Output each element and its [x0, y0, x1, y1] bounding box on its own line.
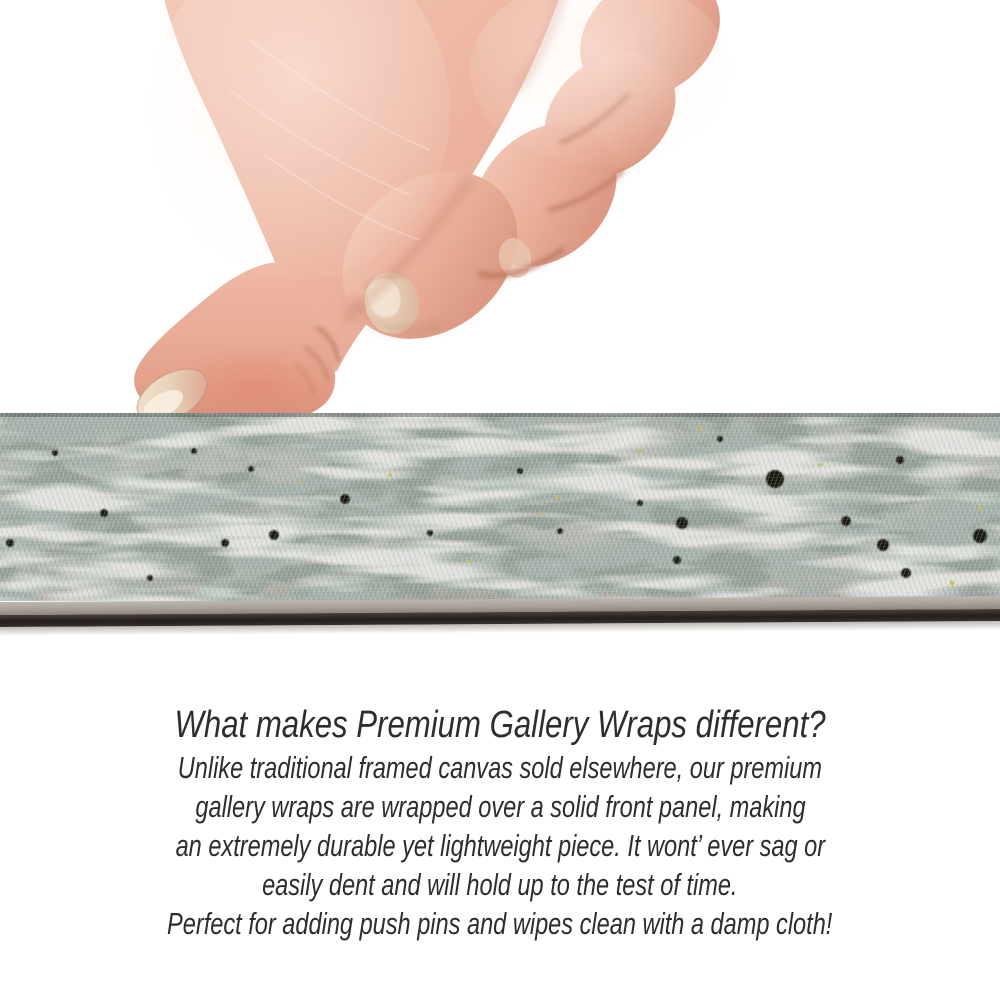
- body-line-2: gallery wraps are wrapped over a solid front panel, making: [194, 789, 806, 824]
- panel-edge: [0, 596, 1000, 636]
- knuckle-highlight: [470, 0, 730, 165]
- hand-pressing-canvas-photo: [0, 0, 1000, 460]
- canvas-texture: [0, 413, 1000, 601]
- body-line-3: an extremely durable yet lightweight piece. It wont’ ever sag or: [175, 828, 825, 863]
- marketing-copy: [0, 702, 1000, 943]
- body-line-5: Perfect for adding push pins and wipes clean with a damp cloth!: [167, 906, 833, 941]
- headline: What makes Premium Gallery Wraps different?: [174, 704, 826, 746]
- body-line-4: easily dent and will hold up to the test of time.: [262, 867, 738, 902]
- body-line-1: Unlike traditional framed canvas sold elsewhere, our premium: [177, 750, 823, 785]
- canvas-wrap-edge-photo: [0, 413, 1000, 648]
